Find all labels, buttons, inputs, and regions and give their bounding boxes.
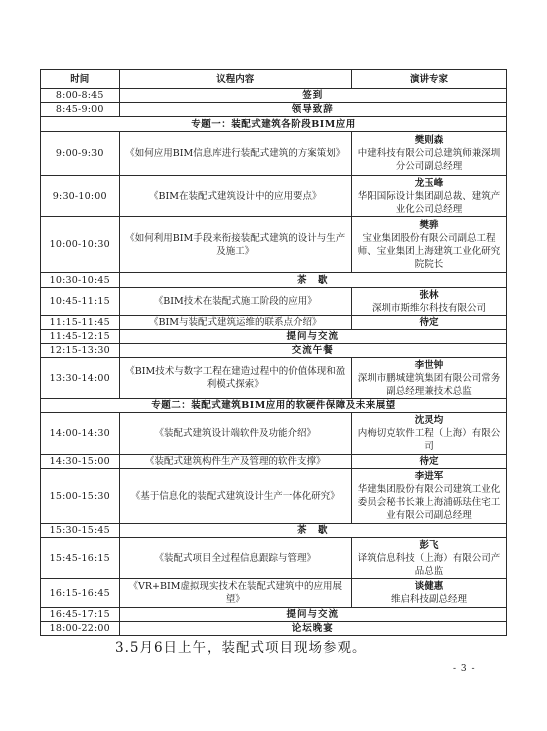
speaker-cell bbox=[352, 413, 507, 455]
event-cell: 提问与交流 bbox=[119, 608, 506, 622]
speaker-affiliation: 华建集团股份有限公司建筑工业化委员会秘书长兼上海浦砾珐住宅工业有限公司副总经理 bbox=[357, 484, 501, 521]
speaker-affiliation: 深圳市鹏城建筑集团有限公司常务副总经理兼技术总监 bbox=[357, 372, 501, 397]
header-speaker: 演讲专家 bbox=[352, 70, 507, 89]
agenda-row bbox=[41, 273, 507, 288]
agenda-row bbox=[41, 103, 507, 117]
time-cell: 11:15-11:45 bbox=[41, 316, 120, 330]
agenda-table-header bbox=[41, 70, 507, 89]
header-time: 时间 bbox=[41, 70, 120, 89]
site-visit-note: 3.5月6日上午，装配式项目现场参观。 bbox=[115, 640, 367, 656]
time-cell: 12:15-13:30 bbox=[41, 344, 120, 358]
topic-cell: 《VR+BIM虚拟现实技术在装配式建筑中的应用展望》 bbox=[119, 579, 351, 608]
speaker-name: 彭飞 bbox=[419, 539, 439, 551]
agenda-row bbox=[41, 288, 507, 316]
speaker-affiliation: 中建科技有限公司总建筑师兼深圳分公司副总经理 bbox=[357, 148, 501, 172]
time-cell: 9:30-10:00 bbox=[41, 176, 120, 217]
agenda-row bbox=[41, 538, 507, 579]
agenda-row bbox=[41, 117, 507, 132]
speaker-affiliation: 译筑信息科技（上海）有限公司产品总监 bbox=[357, 552, 501, 577]
agenda-table bbox=[40, 69, 507, 636]
speaker-name: 沈灵均 bbox=[414, 415, 444, 426]
time-cell: 15:45-16:15 bbox=[41, 538, 120, 579]
speaker-name: 樊骅 bbox=[419, 219, 439, 231]
speaker-affiliation: 维启科技副总经理 bbox=[390, 594, 467, 605]
time-cell: 14:30-15:00 bbox=[41, 455, 120, 469]
section-heading: 专题一：装配式建筑各阶段BIM应用 bbox=[41, 117, 507, 132]
topic-cell: 《装配式建筑构件生产及管理的软件支撑》 bbox=[119, 455, 351, 469]
time-cell: 18:00-22:00 bbox=[41, 622, 120, 636]
page-number: - 3 - bbox=[453, 664, 476, 674]
time-cell: 8:45-9:00 bbox=[41, 103, 120, 117]
speaker-name: 谈健惠 bbox=[414, 581, 444, 592]
agenda-row bbox=[41, 89, 507, 103]
agenda-row bbox=[41, 579, 507, 608]
speaker-cell bbox=[352, 579, 507, 608]
speaker-cell bbox=[352, 132, 507, 176]
topic-cell: 《BIM与装配式建筑运维的联系点介绍》 bbox=[119, 316, 351, 330]
event-cell: 茶 歇 bbox=[119, 273, 506, 288]
speaker-name: 龙玉峰 bbox=[414, 177, 444, 189]
topic-cell: 《BIM技术与数字工程在建造过程中的价值体现和盈利模式探索》 bbox=[119, 358, 351, 399]
agenda-row bbox=[41, 622, 507, 636]
agenda-row bbox=[41, 455, 507, 469]
topic-cell: 《如何应用BIM信息库进行装配式建筑的方案策划》 bbox=[119, 132, 351, 176]
speaker-affiliation: 深圳市斯维尔科技有限公司 bbox=[371, 302, 486, 314]
time-cell: 15:00-15:30 bbox=[41, 469, 120, 524]
time-cell: 15:30-15:45 bbox=[41, 524, 120, 538]
speaker-affiliation: 宝业集团股份有限公司副总工程师、宝业集团上海建筑工业化研究院院长 bbox=[357, 232, 501, 270]
section-heading: 专题二：装配式建筑BIM应用的软硬件保障及未来展望 bbox=[41, 399, 507, 413]
event-cell: 交流午餐 bbox=[119, 344, 506, 358]
speaker-cell bbox=[352, 538, 507, 579]
time-cell: 16:15-16:45 bbox=[41, 579, 120, 608]
header-topic: 议程内容 bbox=[119, 70, 351, 89]
event-cell: 领导致辞 bbox=[119, 103, 506, 117]
agenda-row bbox=[41, 358, 507, 399]
topic-cell: 《基于信息化的装配式建筑设计生产一体化研究》 bbox=[119, 469, 351, 524]
speaker-name: 樊则森 bbox=[414, 135, 444, 146]
topic-cell: 《BIM技术在装配式施工阶段的应用》 bbox=[119, 288, 351, 316]
speaker-affiliation: 华阳国际设计集团副总裁、建筑产业化公司总经理 bbox=[357, 190, 501, 215]
event-cell: 论坛晚宴 bbox=[119, 622, 506, 636]
event-cell: 签到 bbox=[119, 89, 506, 103]
agenda-table-body bbox=[41, 89, 507, 636]
agenda-row bbox=[41, 132, 507, 176]
time-cell: 10:45-11:15 bbox=[41, 288, 120, 316]
time-cell: 10:00-10:30 bbox=[41, 217, 120, 273]
time-cell: 9:00-9:30 bbox=[41, 132, 120, 176]
agenda-row bbox=[41, 413, 507, 455]
speaker-name: 张林 bbox=[419, 289, 439, 301]
speaker-cell bbox=[352, 288, 507, 316]
time-cell: 13:30-14:00 bbox=[41, 358, 120, 399]
speaker-cell: 待定 bbox=[352, 455, 507, 469]
agenda-row bbox=[41, 344, 507, 358]
topic-cell: 《如何利用BIM手段来衔接装配式建筑的设计与生产及施工》 bbox=[119, 217, 351, 273]
agenda-row bbox=[41, 399, 507, 413]
agenda-row bbox=[41, 217, 507, 273]
speaker-name: 李进军 bbox=[414, 471, 444, 482]
time-cell: 11:45-12:15 bbox=[41, 330, 120, 344]
topic-cell: 《装配式建筑设计端软件及功能介绍》 bbox=[119, 413, 351, 455]
time-cell: 16:45-17:15 bbox=[41, 608, 120, 622]
event-cell: 提问与交流 bbox=[119, 330, 506, 344]
speaker-cell bbox=[352, 176, 507, 217]
time-cell: 10:30-10:45 bbox=[41, 273, 120, 288]
speaker-cell bbox=[352, 469, 507, 524]
event-cell: 茶 歇 bbox=[119, 524, 506, 538]
speaker-cell bbox=[352, 217, 507, 273]
agenda-row bbox=[41, 330, 507, 344]
topic-cell: 《BIM在装配式建筑设计中的应用要点》 bbox=[119, 176, 351, 217]
agenda-row bbox=[41, 608, 507, 622]
speaker-cell bbox=[352, 358, 507, 399]
agenda-row bbox=[41, 524, 507, 538]
agenda-row bbox=[41, 316, 507, 330]
speaker-name: 李世钟 bbox=[414, 359, 444, 371]
speaker-affiliation: 内梅切克软件工程（上海）有限公司 bbox=[357, 428, 501, 452]
topic-cell: 《装配式项目全过程信息跟踪与管理》 bbox=[119, 538, 351, 579]
speaker-cell: 待定 bbox=[352, 316, 507, 330]
time-cell: 14:00-14:30 bbox=[41, 413, 120, 455]
time-cell: 8:00-8:45 bbox=[41, 89, 120, 103]
agenda-row bbox=[41, 176, 507, 217]
agenda-row bbox=[41, 469, 507, 524]
